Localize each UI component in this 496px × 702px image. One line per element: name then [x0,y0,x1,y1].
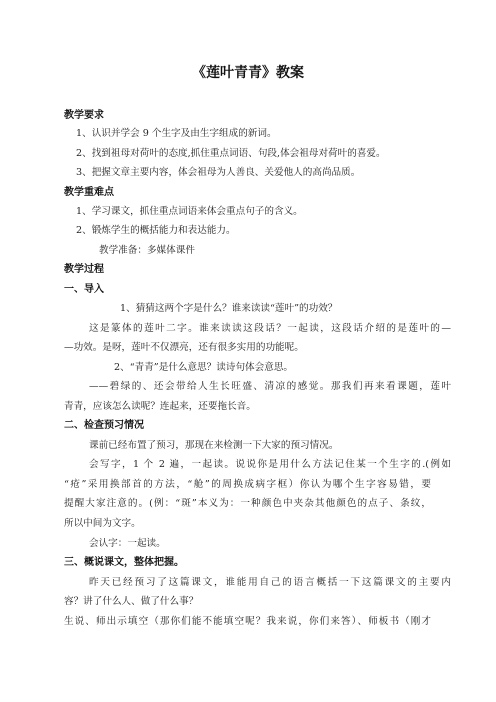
section-heading-requirements: 教学要求 [64,110,104,121]
teaching-preparation: 教学准备：多媒体课件 [99,245,195,256]
requirement-item: 2、找到祖母对荷叶的态度,抓住重点词语、句段,体会祖母对荷叶的喜爱。 [76,148,386,159]
paragraph-line: 生说、师出示填空（那你们能不能填空呢？我来说，你们来答）、师板书（刚才 [64,616,431,627]
paragraph-line: 青青，应该怎么读呢？连起来，还要拖长音。 [64,401,256,412]
requirement-item: 3、把握文章主要内容，体会祖母为人善良、关爱他人的高尚品质。 [76,167,361,178]
paragraph-line: 2、“青青”是什么意思？读诗句体会意思。 [114,362,294,373]
part-heading-overview: 三、概说课文，整体把握。 [64,557,184,568]
paragraph-line: 会认字：一起读。 [89,538,166,549]
section-heading-difficulties: 教学重难点 [64,187,114,198]
requirement-item: 1、认识并学会 9 个生字及由生字组成的新词。 [76,128,277,139]
paragraph-line: —功效。是呀，莲叶不仅漂亮，还有很多实用的功能呢。 [64,342,304,353]
paragraph-line: ——碧绿的、还会带给人生长旺盛、清凉的感觉。那我们再来看课题，莲叶 [89,381,451,392]
paragraph-line: 1、猜猜这两个字是什么？谁来读读“莲叶”的功效？ [120,303,338,314]
part-heading-intro: 一、导入 [64,284,104,295]
paragraph-line: 提醒大家注意的。(例：“斑”本义为：一种颜色中夹杂其他颜色的点子、条纹， [64,498,431,509]
section-heading-process: 教学过程 [64,264,104,275]
difficulty-item: 1、学习课文，抓住重点词语来体会重点句子的含义。 [76,206,303,217]
paragraph-line: “疮”采用换部首的方法，“舱”的周换成病字框）你认为哪个生字容易错，要 [64,479,431,490]
paragraph-line: 课前已经布置了预习，那现在来检测一下大家的预习情况。 [89,440,339,451]
paragraph-line: 昨天已经预习了这篇课文，谁能用自己的语言概括一下这篇课文的主要内 [89,577,451,588]
part-heading-preview-check: 二、检查预习情况 [64,420,144,431]
document-title: 《莲叶青青》教案 [192,65,304,81]
paragraph-line: 这是篆体的莲叶二字。谁来读读这段话？一起读，这段话介绍的是莲叶的— [89,323,451,334]
difficulty-item: 2、锻炼学生的概括能力和表达能力。 [76,225,236,236]
paragraph-line: 所以中间为文字。 [64,518,141,529]
paragraph-line: 容？讲了什么人、做了什么事？ [64,596,199,607]
paragraph-line: 会写字，1 个 2 遍，一起读。说说你是用什么方法记住某一个生字的.(例如 [89,459,451,470]
